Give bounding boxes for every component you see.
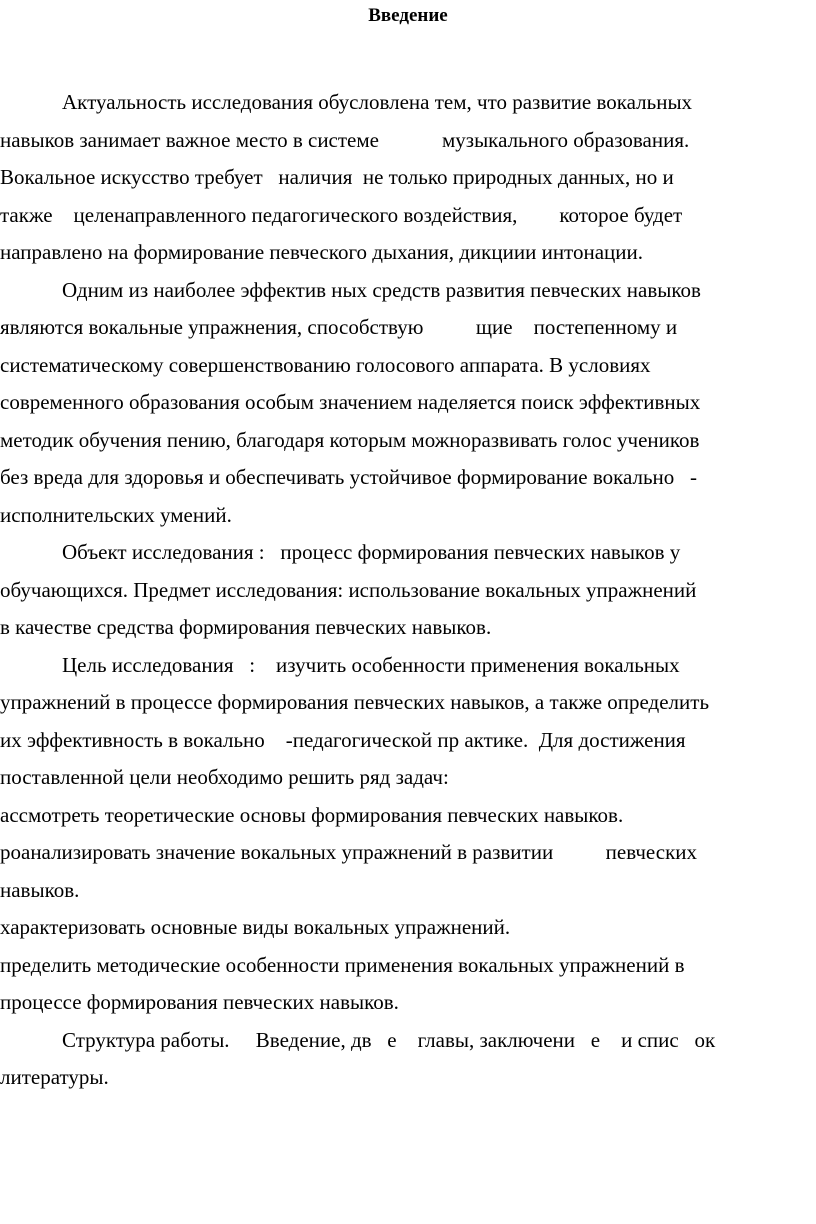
list-item-continuation: навыков. [0,877,80,902]
text-line: Структура работы. Введение, дв е главы, заключени е и спис ок [62,1027,716,1052]
text-line: методик обучения пению, благодаря которым можноразвивать голос учеников [0,427,700,452]
text-line: также целенаправленного педагогического воздействия, которое будет [0,202,683,227]
text-line: поставленной цели необходимо решить ряд задач: [0,765,449,789]
text-line: Вокальное искусство требует наличия не только природных данных, но и [0,165,674,189]
list-item: пределить методические особенности применения вокальных упражнений в [0,952,685,977]
page-title: Введение [368,5,448,26]
text-line: исполнительских умений. [0,502,232,527]
list-item: роанализировать значение вокальных упражнений в развитии певческих [0,840,698,864]
text-line: навыков занимает важное место в системе музыкального образования. [0,127,690,152]
text-line: их эффективность в вокально -педагогической пр актике. Для достижения [0,727,686,752]
list-item: характеризовать основные виды вокальных упражнений. [0,915,511,939]
text-line: направлено на формирование певческого дыхания, дикциии интонации. [0,240,643,264]
text-line: в качестве средства формирования певческих навыков. [0,615,492,639]
list-item-continuation: процессе формирования певческих навыков. [0,990,399,1014]
text-line: современного образования особым значением наделяется поиск эффективных [0,390,701,414]
text-line: упражнений в процессе формирования певческих навыков, а также определить [0,690,710,714]
text-line: Объект исследования : процесс формирования певческих навыков у [62,540,681,564]
text-line: являются вокальные упражнения, способствую щие постепенному и [0,315,678,339]
text-line: без вреда для здоровья и обеспечивать устойчивое формирование вокально - [0,465,698,489]
text-line: систематическому совершенствованию голосового аппарата. В условиях [0,352,651,377]
text-line: литературы. [0,1065,109,1089]
document-body [0,84,816,1097]
text-line: Одним из наиболее эффектив ных средств развития певческих навыков [62,277,701,302]
text-line: Цель исследования : изучить особенности применения вокальных [62,652,680,677]
text-line: обучающихся. Предмет исследования: использование вокальных упражнений [0,577,697,602]
list-item: ассмотреть теоретические основы формирования певческих навыков. [0,802,624,827]
text-line: Актуальность исследования обусловлена тем, что развитие вокальных [62,90,693,114]
